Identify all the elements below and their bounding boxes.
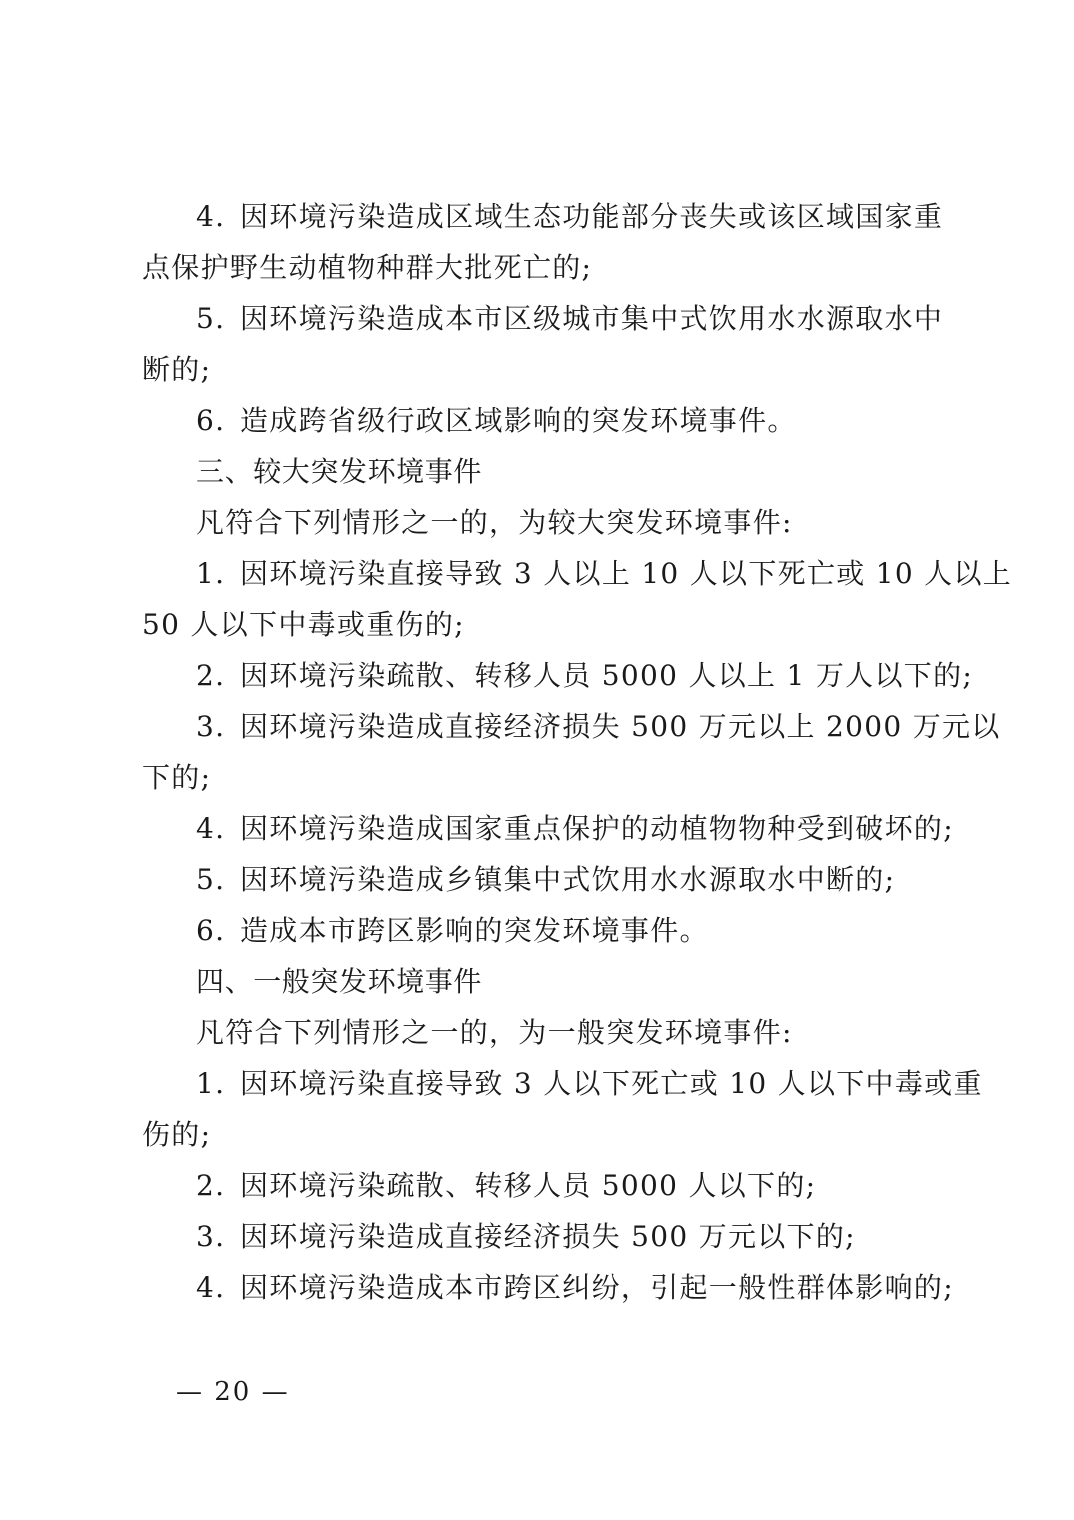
list-item	[196, 1064, 983, 1104]
item-number: 4.	[196, 812, 226, 845]
item-number: 5.	[196, 863, 226, 896]
item-number: 6.	[196, 914, 226, 947]
list-item	[196, 707, 1001, 747]
list-item	[196, 1268, 954, 1308]
item-number: 3.	[196, 710, 226, 743]
item-continuation: 断的;	[142, 353, 212, 386]
list-item	[196, 197, 943, 237]
item-text: 因环境污染疏散、转移人员 5000 人以上 1 万人以下的;	[240, 659, 974, 692]
item-text: 因环境污染造成直接经济损失 500 万元以下的;	[240, 1220, 856, 1253]
list-item	[196, 299, 943, 339]
item-continuation: 点保护野生动植物种群大批死亡的;	[142, 251, 593, 284]
item-text: 因环境污染造成区域生态功能部分丧失或该区域国家重	[240, 200, 944, 233]
section-heading: 三、较大突发环境事件	[196, 455, 483, 488]
item-text: 因环境污染疏散、转移人员 5000 人以下的;	[240, 1169, 817, 1202]
list-item	[196, 809, 954, 849]
item-number: 3.	[196, 1220, 226, 1253]
section-heading: 四、一般突发环境事件	[196, 965, 483, 998]
list-item	[196, 860, 895, 900]
item-number: 4.	[196, 200, 226, 233]
item-number: 4.	[196, 1271, 226, 1304]
item-text: 因环境污染直接导致 3 人以上 10 人以下死亡或 10 人以上	[240, 557, 1013, 590]
section-intro: 凡符合下列情形之一的，为一般突发环境事件:	[196, 1016, 793, 1049]
page-number: — 20 —	[176, 1377, 290, 1407]
list-item	[196, 911, 709, 951]
list-item	[196, 656, 973, 696]
item-continuation: 伤的;	[142, 1118, 212, 1151]
item-number: 1.	[196, 557, 226, 590]
list-item	[196, 1217, 856, 1257]
item-number: 2.	[196, 1169, 226, 1202]
item-number: 6.	[196, 404, 226, 437]
list-item	[196, 1166, 816, 1206]
item-text: 因环境污染造成直接经济损失 500 万元以上 2000 万元以	[240, 710, 1001, 743]
item-text: 因环境污染造成乡镇集中式饮用水水源取水中断的;	[240, 863, 896, 896]
item-number: 2.	[196, 659, 226, 692]
item-text: 造成本市跨区影响的突发环境事件。	[240, 914, 709, 947]
item-number: 1.	[196, 1067, 226, 1100]
list-item	[196, 401, 797, 441]
item-text: 因环境污染造成本市区级城市集中式饮用水水源取水中	[240, 302, 944, 335]
item-text: 因环境污染造成国家重点保护的动植物物种受到破坏的;	[240, 812, 954, 845]
item-text: 因环境污染造成本市跨区纠纷，引起一般性群体影响的;	[240, 1271, 954, 1304]
section-intro: 凡符合下列情形之一的，为较大突发环境事件:	[196, 506, 793, 539]
item-continuation: 下的;	[142, 761, 212, 794]
item-text: 因环境污染直接导致 3 人以下死亡或 10 人以下中毒或重	[240, 1067, 983, 1100]
item-text: 造成跨省级行政区域影响的突发环境事件。	[240, 404, 797, 437]
list-item	[196, 554, 1012, 594]
item-continuation: 50 人以下中毒或重伤的;	[142, 608, 465, 641]
item-number: 5.	[196, 302, 226, 335]
